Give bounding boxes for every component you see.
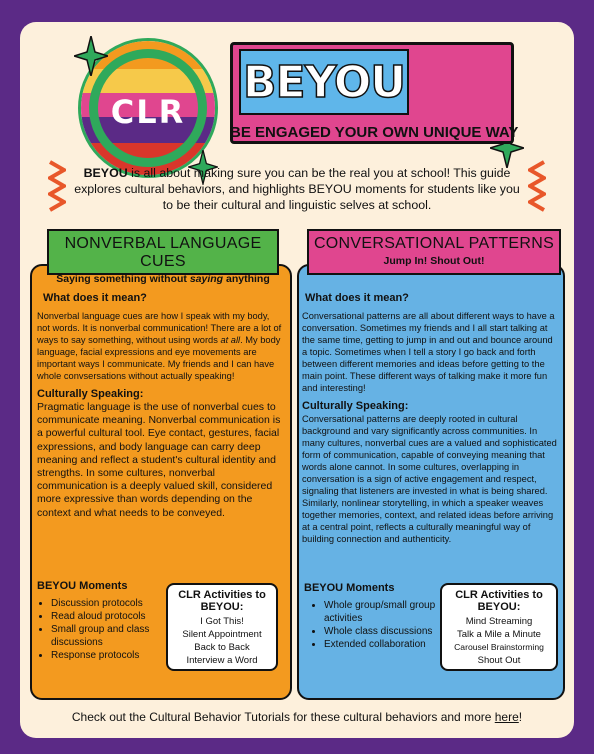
list-item: • Small group and class discussions <box>51 623 165 649</box>
list-item: Talk a Mile a Minute <box>457 629 541 640</box>
list-item: Shout Out <box>477 655 521 666</box>
tutorials-link[interactable]: here <box>494 710 519 724</box>
nonverbal-moments-heading: BEYOU Moments <box>37 580 128 592</box>
badge-initials: CLR <box>110 93 186 131</box>
conversational-heading: CONVERSATIONAL PATTERNS <box>313 235 555 252</box>
list-item: Back to Back <box>194 642 250 653</box>
conversational-culture-text: Conversational patterns are deeply rooted in cultural background and vary significantly across communities. In many cultures, nonverbal cues are a valued and sophisticated form of communication, capable of conveying meaning that words alone cannot. In some cultures, overlapping in conversation is a sign of active engagement and respect, signaling that listeners are invested in what is being shared. Similarly, nonlinear storytelling, in which a speaker weaves together memories, context, and related ideas before arriving at a central point, reflects a culturally meaningful way of building connection and authenticity. <box>302 414 557 544</box>
list-item: • Read aloud protocols <box>51 610 165 623</box>
list-item: Interview a Word <box>186 655 258 666</box>
footer-text: Check out the Cultural Behavior Tutorials for these cultural behaviors and more <box>71 710 495 724</box>
conversational-body <box>302 292 558 551</box>
zigzag-decoration-icon <box>528 160 546 216</box>
footer-note <box>20 710 574 724</box>
nonverbal-body <box>37 292 283 526</box>
list-item: Silent Appointment <box>182 629 262 640</box>
conversational-what-heading: What does it mean? <box>305 292 409 304</box>
nonverbal-what-heading: What does it mean? <box>43 292 147 304</box>
intro-bold: BEYOU <box>83 166 128 180</box>
footer-end: ! <box>518 710 523 724</box>
nonverbal-activities-card <box>166 583 278 671</box>
list-item: Carousel Brainstorming <box>454 642 544 652</box>
nonverbal-heading: NONVERBAL LANGUAGE CUES <box>64 235 262 270</box>
green-star-icon <box>74 36 108 76</box>
list-item: • Response protocols <box>51 649 165 662</box>
conversational-tagline: Jump In! Shout Out! <box>383 255 485 267</box>
conversational-moments <box>304 582 444 651</box>
conversational-heading-box <box>307 229 561 275</box>
intro-paragraph <box>70 165 524 213</box>
conversational-activities-card <box>440 583 558 671</box>
nonverbal-culture-text: Pragmatic language is the use of nonverbal cues to communicate meaning. Nonverbal communication is a powerful cultural tool. Eye contact, gestures, facial expressions, and body language can carry deep meaning and reflect a student's cultural identity and strengths. In some cultures, nonverbal communication is a deeply valued skill, considered more expressive than words depending on the context and what needs to be conveyed. <box>37 401 281 519</box>
page-title: BEYOU <box>242 56 406 108</box>
list-item: • Whole group/small group activities <box>324 599 444 625</box>
conversational-activities-heading: CLR Activities to BEYOU: <box>455 589 543 613</box>
list-item: I Got This! <box>200 616 244 627</box>
list-item: • Whole class discussions <box>324 625 444 638</box>
zigzag-decoration-icon <box>48 160 66 216</box>
conversational-culture-heading: Culturally Speaking: <box>302 400 409 412</box>
nonverbal-activities-heading: CLR Activities to BEYOU: <box>178 589 266 613</box>
nonverbal-tagline: Saying something without saying anything <box>56 273 270 285</box>
intro-text: is all about making sure you can be the real you at school! This guide explores cultural behaviors, and highlights BEYOU moments for students like you to be their cultural and linguistic selves at school. <box>74 166 520 212</box>
conversational-what-text: Conversational patterns are all about different ways to have a conversation. Sometimes my friends and I all start talking at the same time, getting to jump in and out and bounce around a topic. Sometimes when I tell a story I go back and forth between different memories and ideas before getting to the main point. These different ways of talking make it more fun and interesting! <box>302 311 555 393</box>
nonverbal-what-text: Nonverbal language cues are how I speak with my body, not words. It is nonverbal communication! There are a lot of ways to say something, without using words at all. My body language, facial expressions and eye movements are important ways I communicate. My friends and I can have whole convsersations without actually speaking! <box>37 311 282 381</box>
list-item: • Extended collaboration <box>324 638 444 651</box>
nonverbal-heading-box <box>47 229 279 285</box>
list-item: • Discussion protocols <box>51 597 165 610</box>
nonverbal-culture-heading: Culturally Speaking: <box>37 388 144 400</box>
conversational-moments-heading: BEYOU Moments <box>304 582 395 594</box>
list-item: Mind Streaming <box>465 616 533 627</box>
nonverbal-moments <box>37 580 165 662</box>
page-subtitle: BE ENGAGED YOUR OWN UNIQUE WAY <box>230 124 519 141</box>
